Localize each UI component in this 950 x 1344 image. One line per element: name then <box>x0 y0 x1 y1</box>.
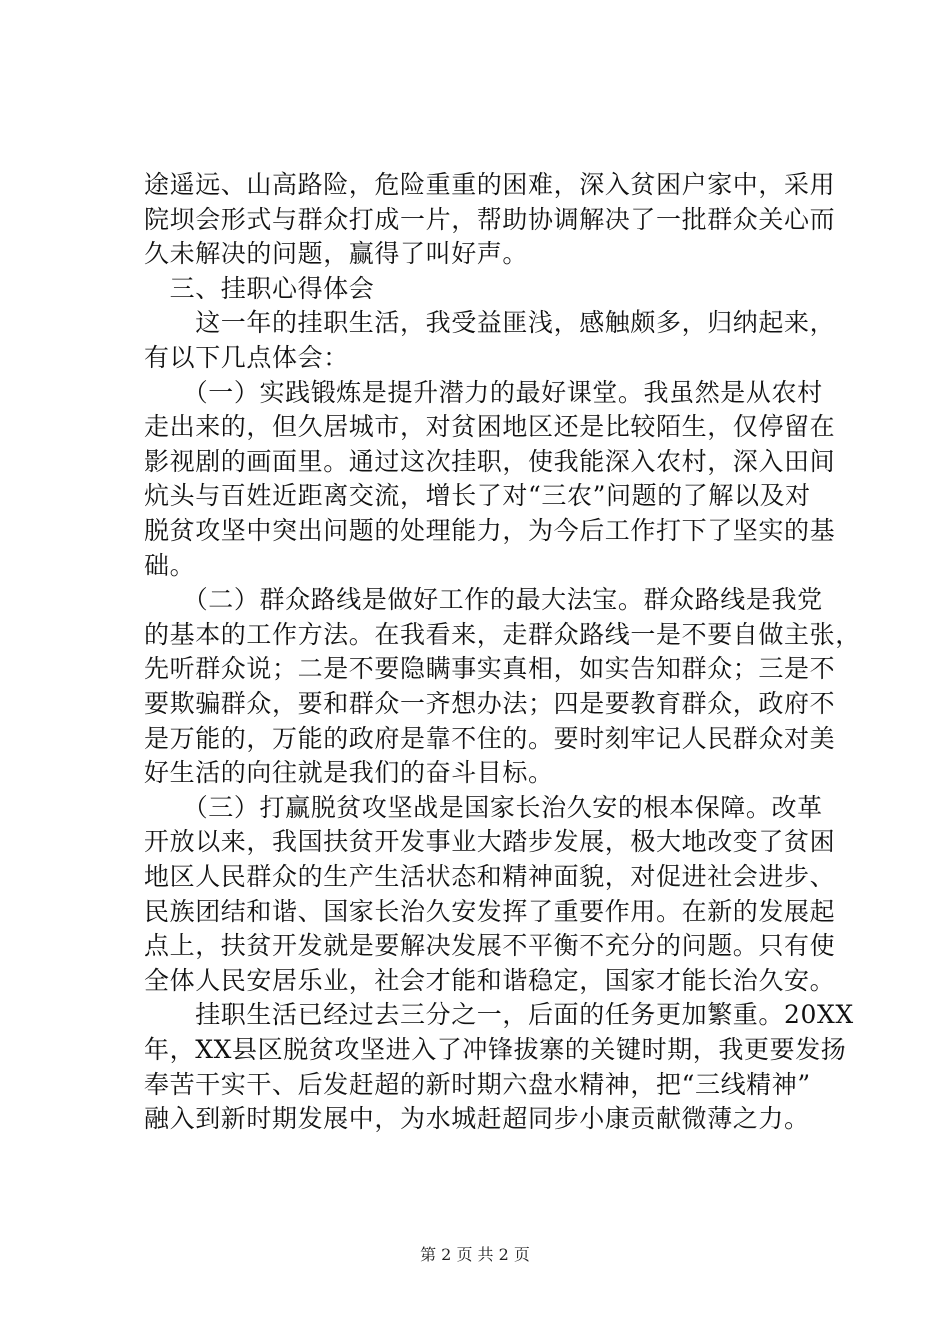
text-line: 院坝会形式与群众打成一片，帮助协调解决了一批群众关心而 <box>144 204 836 234</box>
text-line: 炕头与百姓近距离交流，增长了对“三农”问题的了解以及对 <box>144 481 811 511</box>
text-line: 全体人民安居乐业，社会才能和谐稳定，国家才能长治久安。 <box>144 965 836 995</box>
text-line: 久未解决的问题，赢得了叫好声。 <box>144 239 529 269</box>
text-line: 好生活的向往就是我们的奋斗目标。 <box>144 758 554 788</box>
text-line: （一）实践锻炼是提升潜力的最好课堂。我虽然是从农村 <box>144 377 823 407</box>
text-line: 融入到新时期发展中，为水城赶超同步小康贡献微薄之力。 <box>144 1104 810 1134</box>
text-line: 三、挂职心得体会 <box>144 273 375 303</box>
text-line: 要欺骗群众，要和群众一齐想办法；四是要教育群众，政府不 <box>144 689 836 718</box>
text-line: 的基本的工作方法。在我看来，走群众路线一是不要自做主张， <box>144 619 861 649</box>
text-line: 民族团结和谐、国家长治久安发挥了重要作用。在新的发展起 <box>144 896 836 926</box>
text-line: 地区人民群众的生产生活状态和精神面貌，对促进社会进步、 <box>144 862 836 891</box>
text-line: 是万能的，万能的政府是靠不住的。要时刻牢记人民群众对美 <box>144 723 836 753</box>
text-line: 走出来的，但久居城市，对贫困地区还是比较陌生，仅停留在 <box>144 412 836 442</box>
text-line: 先听群众说；二是不要隐瞒事实真相，如实告知群众；三是不 <box>144 654 836 684</box>
text-line: 础。 <box>144 550 196 580</box>
text-line: 开放以来，我国扶贫开发事业大踏步发展，极大地改变了贫困 <box>144 827 836 857</box>
text-line: （三）打赢脱贫攻坚战是国家长治久安的根本保障。改革 <box>144 792 823 822</box>
text-line: 途遥远、山高路险，危险重重的困难，深入贫困户家中，采用 <box>144 170 836 199</box>
text-line: 脱贫攻坚中突出问题的处理能力，为今后工作打下了坚实的基 <box>144 516 836 545</box>
text-line: 奉苦干实干、后发赶超的新时期六盘水精神，把“三线精神” <box>144 1069 811 1099</box>
text-line: 点上，扶贫开发就是要解决发展不平衡不充分的问题。只有使 <box>144 931 836 961</box>
text-line: 年，XX县区脱贫攻坚进入了冲锋拔寨的关键时期，我更要发扬 <box>144 1035 847 1064</box>
text-line: 这一年的挂职生活，我受益匪浅，感触颇多，归纳起来， <box>144 308 836 338</box>
text-line: 挂职生活已经过去三分之一，后面的任务更加繁重。20XX <box>144 1000 854 1030</box>
text-line: 影视剧的画面里。通过这次挂职，使我能深入农村，深入田间 <box>144 446 836 476</box>
text-line: 有以下几点体会： <box>144 343 349 372</box>
text-line: （二）群众路线是做好工作的最大法宝。群众路线是我党 <box>144 585 823 615</box>
page-footer: 第 2 页 共 2 页 <box>420 1245 530 1264</box>
